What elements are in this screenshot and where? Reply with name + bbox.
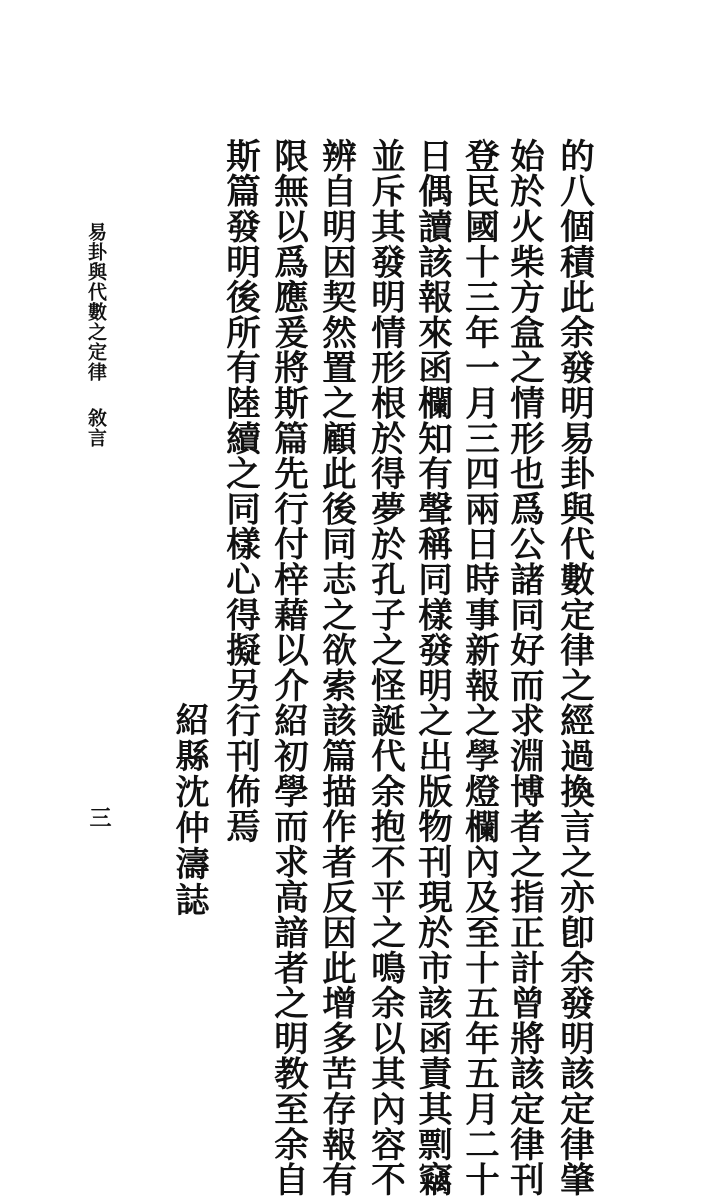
running-head-section: 敘言 (85, 408, 107, 448)
body-column-4: 日偶讀該報來函欄知有聲稱同樣發明之出版物刊現於市該函責其剽竊 (411, 138, 452, 1197)
page-number: 三 (86, 806, 112, 828)
body-column-1: 的八個積此余發明易卦與代數定律之經過換言之亦卽余發明該定律肇 (553, 138, 594, 1197)
running-head-title: 易卦與代數之定律 (85, 222, 107, 382)
running-head (86, 222, 105, 448)
body-column-3: 登民國十三年一月三四兩日時事新報之學燈欄內及至十五年五月二十 (458, 138, 499, 1197)
author-signature: 紹縣沈仲濤誌 (169, 702, 209, 918)
body-column-7: 限無以爲應爰將斯篇先行付梓藉以介紹初學而求高諳者之明教至余自 (267, 138, 308, 1197)
body-column-5: 並斥其發明情形根於得夢於孔子之怪誕代余抱不平之鳴余以其內容不 (364, 138, 405, 1197)
body-column-8: 斯篇發明後所有陸續之同樣心得擬另行刊佈焉 (219, 138, 260, 844)
body-column-6: 辨自明因契然置之顧此後同志之欲索該篇描作者反因此增多苦存報有 (315, 138, 356, 1197)
body-column-2: 始於火柴方盒之情形也爲公諸同好而求淵博者之指正計曾將該定律刊 (503, 138, 544, 1197)
